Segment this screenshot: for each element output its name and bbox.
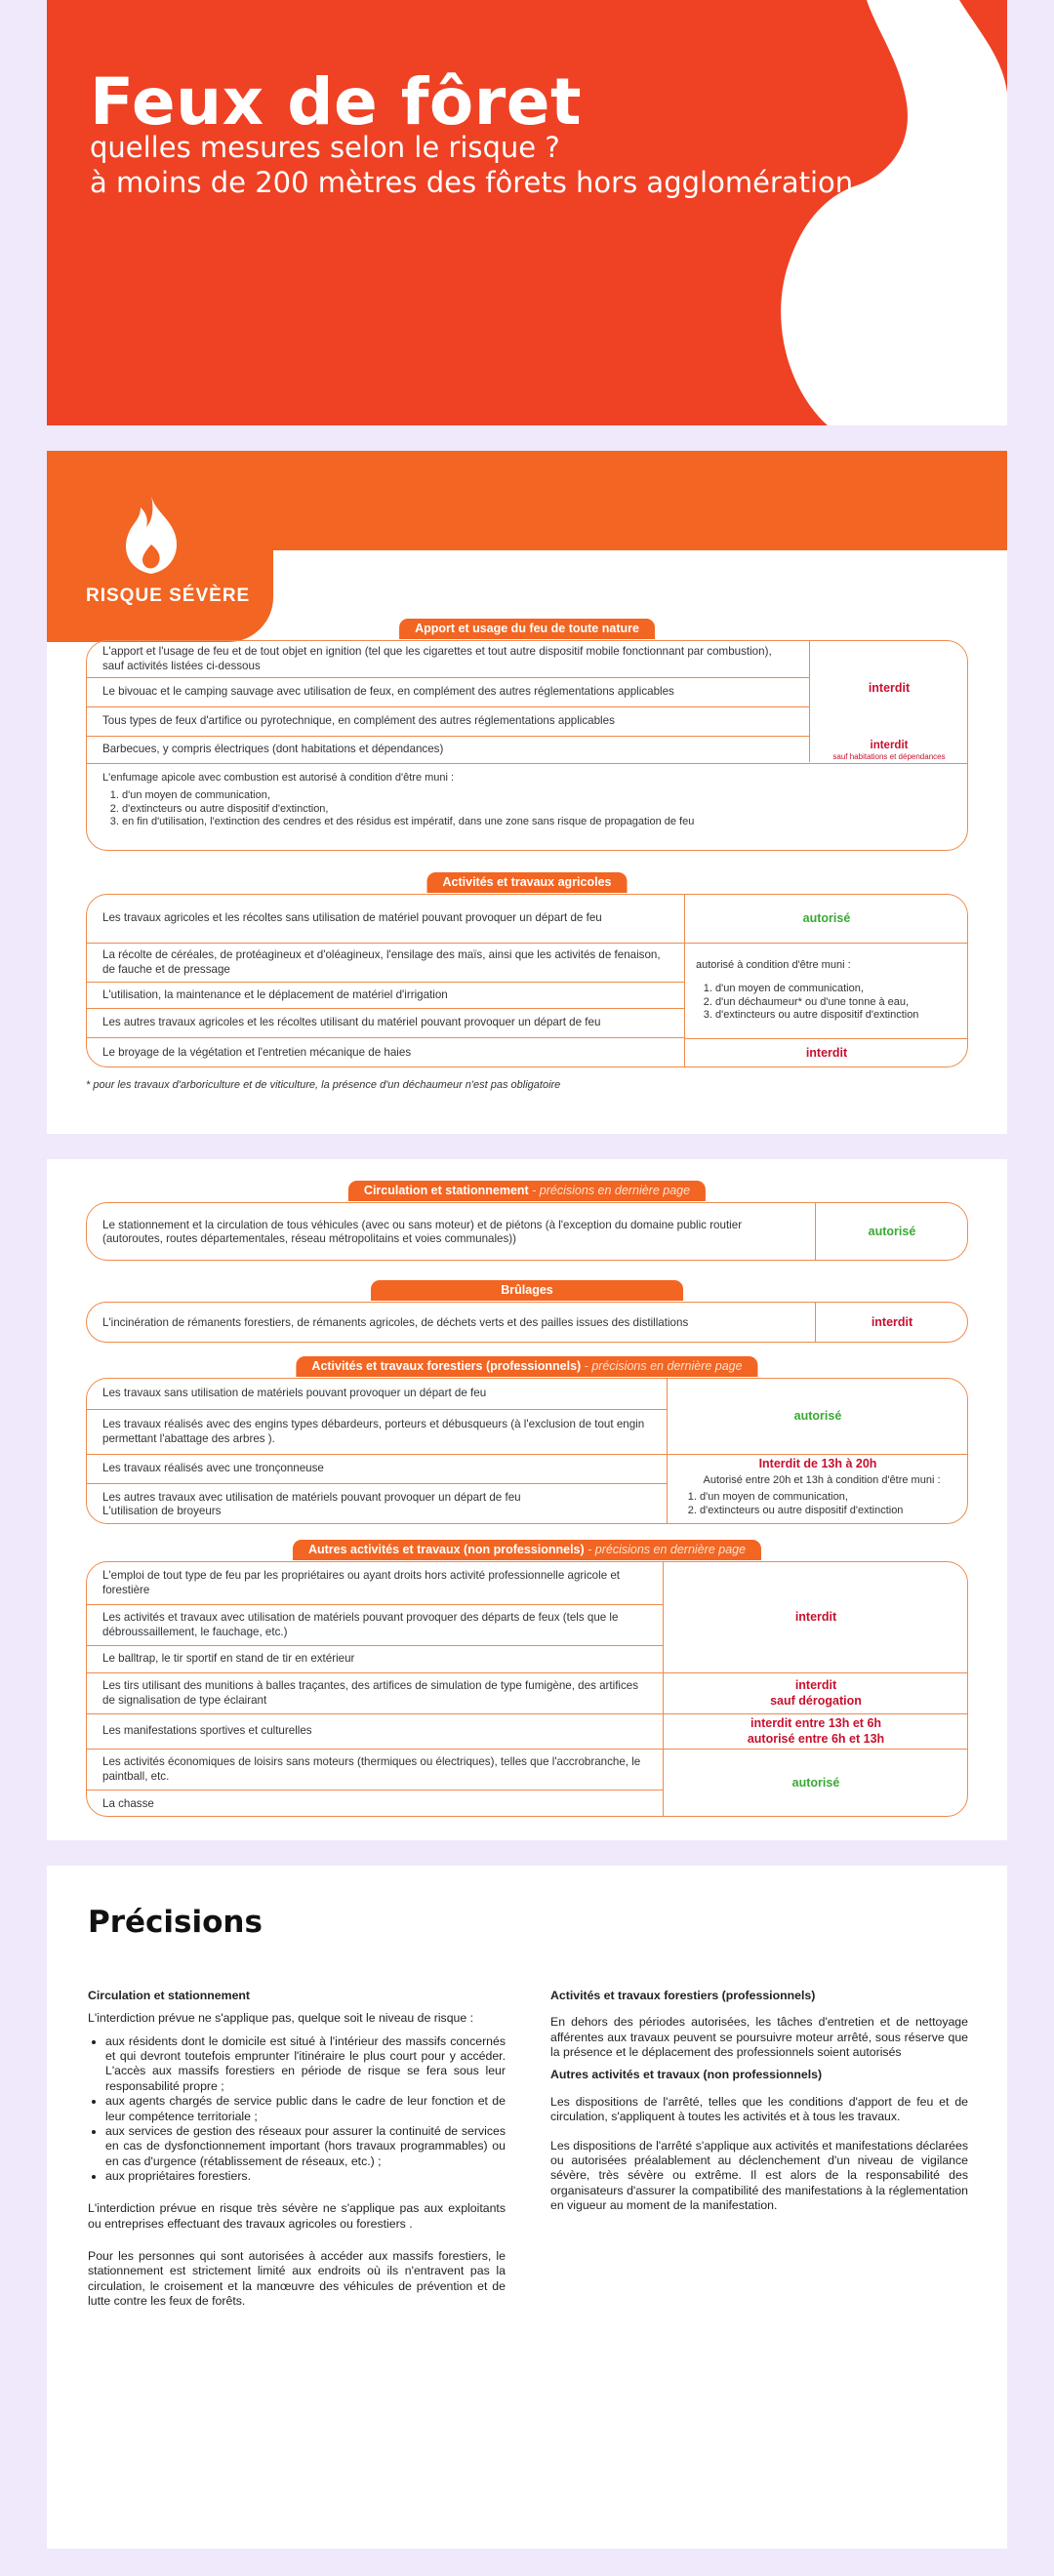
table-row: Le bivouac et le camping sauvage avec utilisation de feux, en complément des autres réglementations applicables xyxy=(87,678,809,707)
table-row: Tous types de feux d'artifice ou pyrotechnique, en complément des autres réglementations applicables xyxy=(87,707,809,737)
precisions-card xyxy=(47,1866,1007,2549)
paragraph: Les dispositions de l'arrêté s'applique aux activités et manifestations déclarées ou autorisées préalablement au déclenchement d'un niveau de vigilance sévère, très sévère ou extrême. Il est alors de la responsabilité des organisateurs d'assurer la compatibilité des manifestations à la réglementation en vigueur au moment de la manifestation. xyxy=(550,2138,968,2212)
table-row: Le stationnement et la circulation de tous véhicules (avec ou sans moteur) et de piétons (à l'exception du domaine public routier (autoroutes, routes départementales, réseau métropolitains et voies communales)) xyxy=(102,1218,743,1245)
table-row: La chasse xyxy=(102,1796,154,1810)
status-manifestations: interdit entre 13h et 6h autorisé entre 6h et 13h xyxy=(663,1714,968,1750)
table-row: Les autres travaux avec utilisation de matériels pouvant provoquer un départ de feu L'utilisation de broyeurs xyxy=(102,1490,521,1517)
section-heading: Autres activités et travaux (non professionnels) xyxy=(550,2068,823,2082)
bullet-list: • aux résidents dont le domicile est situé à l'intérieur des massifs concernés et qui devront toutefois emprunter l'itinéraire le plus court pour y accéder. L'accès aux massifs forestiers en période de risque se fera sous leur responsabilité propre ; • aux agents chargés de service public dans le cadre de leur fonction et de leur compétence territoriale ; • aux services de gestion des réseaux pour assurer la continuité de services en cas de dysfonctionnement important (hors travaux programmables) ou en cas d'urgence (rétablissement de réseaux, etc.) ; • aux propriétaires forestiers. xyxy=(88,2034,506,2185)
table-row: Le broyage de la végétation et l'entretien mécanique de haies xyxy=(102,1046,412,1060)
title-banner xyxy=(47,0,1007,425)
conditions-block: Autorisé entre 20h et 13h à condition d'être muni : 1. d'un moyen de communication, 2. d'extincteurs ou autre dispositif d'extinction xyxy=(680,1474,963,1517)
table-row: Les autres travaux agricoles et les récoltes utilisant du matériel pouvant provoquer un départ de feu xyxy=(87,1009,684,1038)
section-title-agricoles: Activités et travaux agricoles xyxy=(427,872,628,893)
paragraph: Pour les personnes qui sont autorisées à accéder aux massifs forestiers, le stationnement est strictement limité aux endroits où ils n'entravent pas la circulation, le croisement et la manœuvre des véhicules de prévention et de lutte contre les feux de forêts. xyxy=(88,2249,506,2309)
section-title-brulages: Brûlages xyxy=(371,1280,683,1301)
footnote: * pour les travaux d'arboriculture et de viticulture, la présence d'un déchaumeur n'est pas obligatoire xyxy=(86,1079,561,1091)
table-brulages xyxy=(86,1302,968,1343)
precisions-right-column xyxy=(550,1989,968,2221)
status-hours: Interdit de 13h à 20h xyxy=(758,1457,877,1471)
section-title-forestiers: Activités et travaux forestiers (professionnels) - précisions en dernière page xyxy=(296,1356,757,1377)
table-circulation xyxy=(86,1202,968,1261)
table-row: Les tirs utilisant des munitions à balles traçantes, des artifices de simulation de type fumigène, des artifices de signalisation de type éclairant xyxy=(87,1673,663,1714)
table-row: La récolte de céréales, de protéagineux et d'oléagineux, l'ensilage des maïs, ainsi que les activités de fenaison, de fauche et de pressage xyxy=(87,944,684,983)
table-row: Les activités économiques de loisirs sans moteurs (thermiques ou électriques), telles que l'accrobranche, le paintball, etc. xyxy=(87,1750,663,1791)
status-interdit-note: interdit sauf habitations et dépendances xyxy=(832,739,946,762)
risk-header-band xyxy=(47,451,1007,550)
table-row: Les manifestations sportives et culturelles xyxy=(87,1714,663,1750)
status-interdit: interdit xyxy=(871,1315,913,1330)
table-agricoles xyxy=(86,894,968,1067)
status-autorise: autorisé xyxy=(791,1776,840,1791)
section-title-circulation: Circulation et stationnement - précisions en dernière page xyxy=(348,1181,706,1201)
paragraph: L'interdiction prévue en risque très sévère ne s'applique pas aux exploitants ou entreprises effectuant des travaux agricoles ou forestiers . xyxy=(88,2201,506,2231)
page-subtitle: quelles mesures selon le risque ? xyxy=(90,131,560,164)
table-row: L'incinération de rémanents forestiers, de rémanents agricoles, de déchets verts et des pailles issues des distillations xyxy=(102,1315,689,1329)
table-row: Les travaux réalisés avec des engins types débardeurs, porteurs et débusqueurs (à l'exclusion de tout engin permettant l'abattage des arbres ). xyxy=(87,1410,667,1455)
table-autres xyxy=(86,1561,968,1817)
table-row: Les travaux agricoles et les récoltes sans utilisation de matériel pouvant provoquer un départ de feu xyxy=(87,895,684,944)
rules-card xyxy=(47,1159,1007,1840)
table-row: L'emploi de tout type de feu par les propriétaires ou ayant droits hors activité professionnelle agricole et forestière xyxy=(87,1562,663,1605)
status-interdit: interdit xyxy=(663,1562,968,1673)
table-row: Les activités et travaux avec utilisation de matériels pouvant provoquer des départs de feux (tels que le débroussaillement, le fauchage, etc.) xyxy=(87,1605,663,1646)
table-row: L'apport et l'usage de feu et de tout objet en ignition (tel que les cigarettes et tout autre dispositif mobile fonctionnant par combustion), sauf activités listées ci-dessous xyxy=(87,641,809,678)
page-subtitle-2: à moins de 200 mètres des fôrets hors agglomération xyxy=(90,166,854,199)
status-autorise: autorisé xyxy=(868,1225,916,1239)
table-forestiers xyxy=(86,1378,968,1524)
paragraph: L'interdiction prévue ne s'applique pas, quelque soit le niveau de risque : xyxy=(88,2011,474,2026)
page-title: Feux de fôret xyxy=(90,64,583,140)
status-interdit: interdit xyxy=(868,681,911,696)
risk-card xyxy=(47,451,1007,1134)
precisions-title: Précisions xyxy=(88,1905,263,1940)
section-heading: Circulation et stationnement xyxy=(88,1989,251,2002)
precisions-left-column xyxy=(88,1989,506,2316)
status-autorise: autorisé xyxy=(667,1379,968,1455)
section-title-apport: Apport et usage du feu de toute nature xyxy=(399,619,655,639)
table-row: Les travaux réalisés avec une tronçonneuse xyxy=(87,1455,667,1484)
risk-level-label: RISQUE SÉVÈRE xyxy=(86,585,251,606)
table-row: Les travaux sans utilisation de matériels pouvant provoquer un départ de feu xyxy=(87,1379,667,1410)
status-derogation: interdit sauf dérogation xyxy=(663,1673,968,1714)
status-interdit: interdit xyxy=(684,1038,968,1067)
section-title-autres: Autres activités et travaux (non professionnels) - précisions en dernière page xyxy=(293,1540,761,1560)
enfumage-block: L'enfumage apicole avec combustion est autorisé à condition d'être muni : 1. d'un moyen de communication, 2. d'extincteurs ou autre dispositif d'extinction, 3. en fin d'utilisation, l'extinction des cendres et des résidus est impératif, dans une zone sans risque de propagation de feu xyxy=(102,772,952,829)
paragraph: En dehors des périodes autorisées, les tâches d'entretien et de nettoyage afférentes aux travaux peuvent se poursuivre moteur arrêté, sous réserve que la présence et le déplacement des professionnels soient autorisés xyxy=(550,2015,968,2060)
paragraph: Les dispositions de l'arrêté, telles que les conditions d'apport de feu et de circulation, s'appliquent à toutes les activités et à tous les travaux. xyxy=(550,2094,968,2124)
section-heading: Activités et travaux forestiers (professionnels) xyxy=(550,1989,816,2002)
flame-icon xyxy=(119,494,183,576)
table-row: Le balltrap, le tir sportif en stand de tir en extérieur xyxy=(87,1646,663,1673)
conditions-block: autorisé à condition d'être muni : 1. d'un moyen de communication, 2. d'un déchaumeur* ou d'une tonne à eau, 3. d'extincteurs ou autre dispositif d'extinction xyxy=(696,959,959,1023)
table-row: Barbecues, y compris électriques (dont habitations et dépendances) xyxy=(87,737,968,764)
status-autorise: autorisé xyxy=(684,895,968,944)
table-apport xyxy=(86,640,968,851)
table-row: L'utilisation, la maintenance et le déplacement de matériel d'irrigation xyxy=(87,983,684,1009)
